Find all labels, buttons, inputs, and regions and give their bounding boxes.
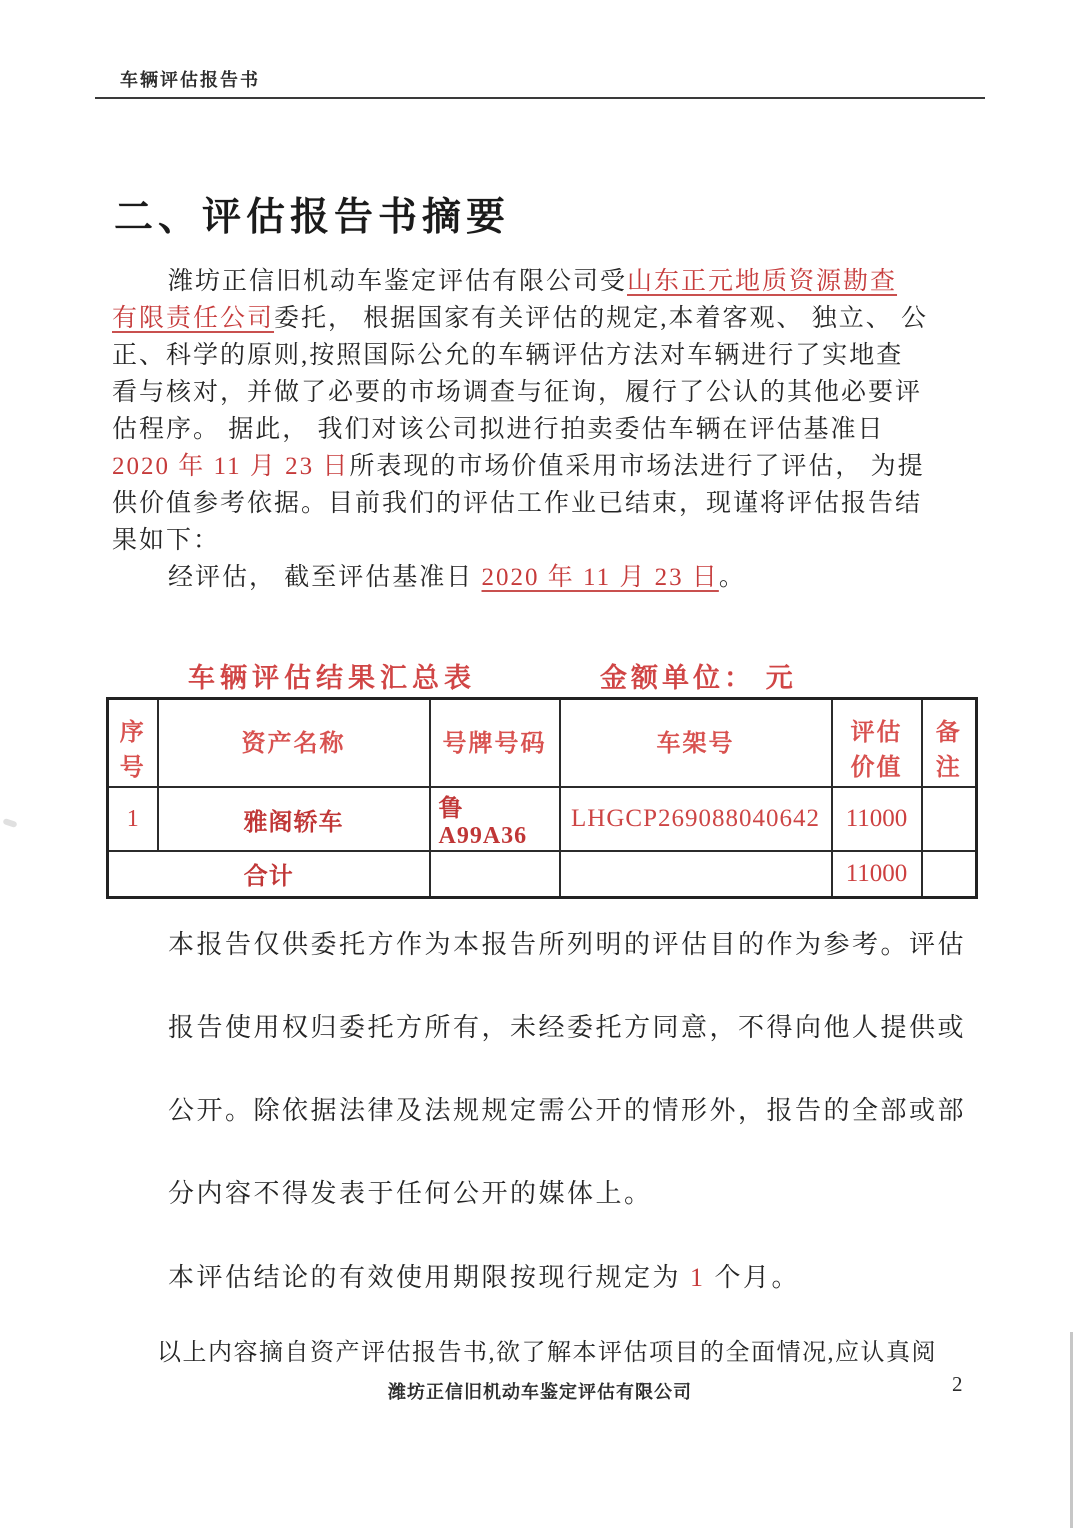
terms-line: 公开。除依据法律及法规规定需公开的情形外，报告的全部或部 [168, 1096, 967, 1125]
cell-total-label: 合计 [108, 851, 430, 897]
validity-line [168, 1236, 980, 1319]
header-appraised-value-line: 价值 [850, 755, 903, 781]
intro-paragraph [112, 263, 984, 559]
validity-text: 个月。 [705, 1263, 801, 1292]
client-company-name: 山东正元地质资源勘查 [627, 268, 898, 295]
valuation-base-date: 2020 年 11 月 23 日 [481, 564, 719, 591]
header-remark [922, 699, 977, 788]
section-title: 二、评估报告书摘要 [114, 196, 511, 239]
cell-vin: LHGCP269088040642 [560, 787, 832, 851]
intro-line [112, 448, 984, 485]
validity-months-number: 1 [690, 1263, 706, 1292]
cell-seq: 1 [108, 787, 158, 851]
cell-asset-name: 雅阁轿车 [158, 787, 430, 851]
intro-line: 估程序。 据此， 我们对该公司拟进行拍卖委估车辆在评估基准日 [112, 416, 885, 443]
scan-artifact [2, 818, 17, 828]
table-title: 车辆评估结果汇总表 [188, 663, 476, 693]
table-header-row [108, 699, 977, 788]
header-remark-line: 备 [935, 720, 962, 746]
header-seq-line: 号 [119, 755, 146, 781]
cell-plate-no: 鲁 A99A36 [430, 787, 560, 851]
cell-remark [922, 787, 977, 851]
base-date-text: 经评估， 截至评估基准日 [168, 564, 482, 591]
intro-text: 所表现的市场价值采用市场法进行了评估， 为提 [349, 453, 925, 480]
header-asset-name-label: 资产名称 [241, 730, 346, 757]
intro-line: 供价值参考依据。目前我们的评估工作业已结束，现谨将评估报告结 [112, 490, 923, 517]
scan-edge [1070, 1332, 1073, 1528]
valuation-summary-table [106, 697, 978, 899]
header-seq [108, 699, 158, 788]
terms-line: 报告使用权归委托方所有，未经委托方同意，不得向他人提供或 [168, 1013, 967, 1042]
base-date-text: 。 [718, 564, 746, 591]
terms-line: 本报告仅供委托方作为本报告所列明的评估目的作为参考。评估 [168, 930, 967, 959]
cell-total-value: 11000 [832, 851, 922, 897]
header-plate-no [430, 699, 560, 788]
header-vin-label: 车架号 [656, 730, 735, 757]
valuation-base-date: 2020 年 11 月 23 日 [112, 453, 350, 480]
header-plate-no-label: 号牌号码 [442, 730, 547, 757]
table-row [108, 787, 977, 851]
cell-empty [922, 851, 977, 897]
cell-empty [430, 851, 560, 897]
closing-line: 以上内容摘自资产评估报告书,欲了解本评估项目的全面情况,应认真阅 [157, 1340, 937, 1366]
header-remark-line: 注 [935, 755, 962, 781]
table-unit-label: 金额单位： 元 [600, 663, 797, 693]
cell-appraised-value: 11000 [832, 787, 922, 851]
intro-line [112, 263, 984, 300]
table-total-row [108, 851, 977, 897]
intro-text: 委托， 根据国家有关评估的规定,本着客观、 独立、 公 [274, 305, 929, 332]
running-header: 车辆评估报告书 [120, 70, 260, 90]
validity-text: 本评估结论的有效使用期限按现行规定为 [168, 1263, 691, 1292]
intro-line: 看与核对，并做了必要的市场调查与征询，履行了公认的其他必要评 [112, 379, 923, 406]
terms-paragraph [168, 903, 980, 1235]
header-asset-name [158, 699, 430, 788]
intro-line: 果如下： [112, 527, 221, 554]
header-seq-line: 序 [119, 720, 146, 746]
client-company-name: 有限责任公司 [112, 305, 275, 332]
cell-empty [560, 851, 832, 897]
intro-line [112, 300, 984, 337]
terms-line: 分内容不得发表于任何公开的媒体上。 [168, 1179, 653, 1208]
footer-company: 潍坊正信旧机动车鉴定评估有限公司 [388, 1382, 692, 1402]
page-number: 2 [952, 1372, 963, 1396]
intro-line: 正、科学的原则,按照国际公允的车辆评估方法对车辆进行了实地查 [112, 342, 904, 369]
base-date-line [112, 557, 1040, 593]
header-vin [560, 699, 832, 788]
header-rule [95, 97, 985, 99]
intro-text: 潍坊正信旧机动车鉴定评估有限公司受 [168, 268, 628, 295]
header-appraised-value-line: 评估 [850, 720, 903, 746]
header-appraised-value [832, 699, 922, 788]
table-caption-row [0, 656, 1080, 693]
